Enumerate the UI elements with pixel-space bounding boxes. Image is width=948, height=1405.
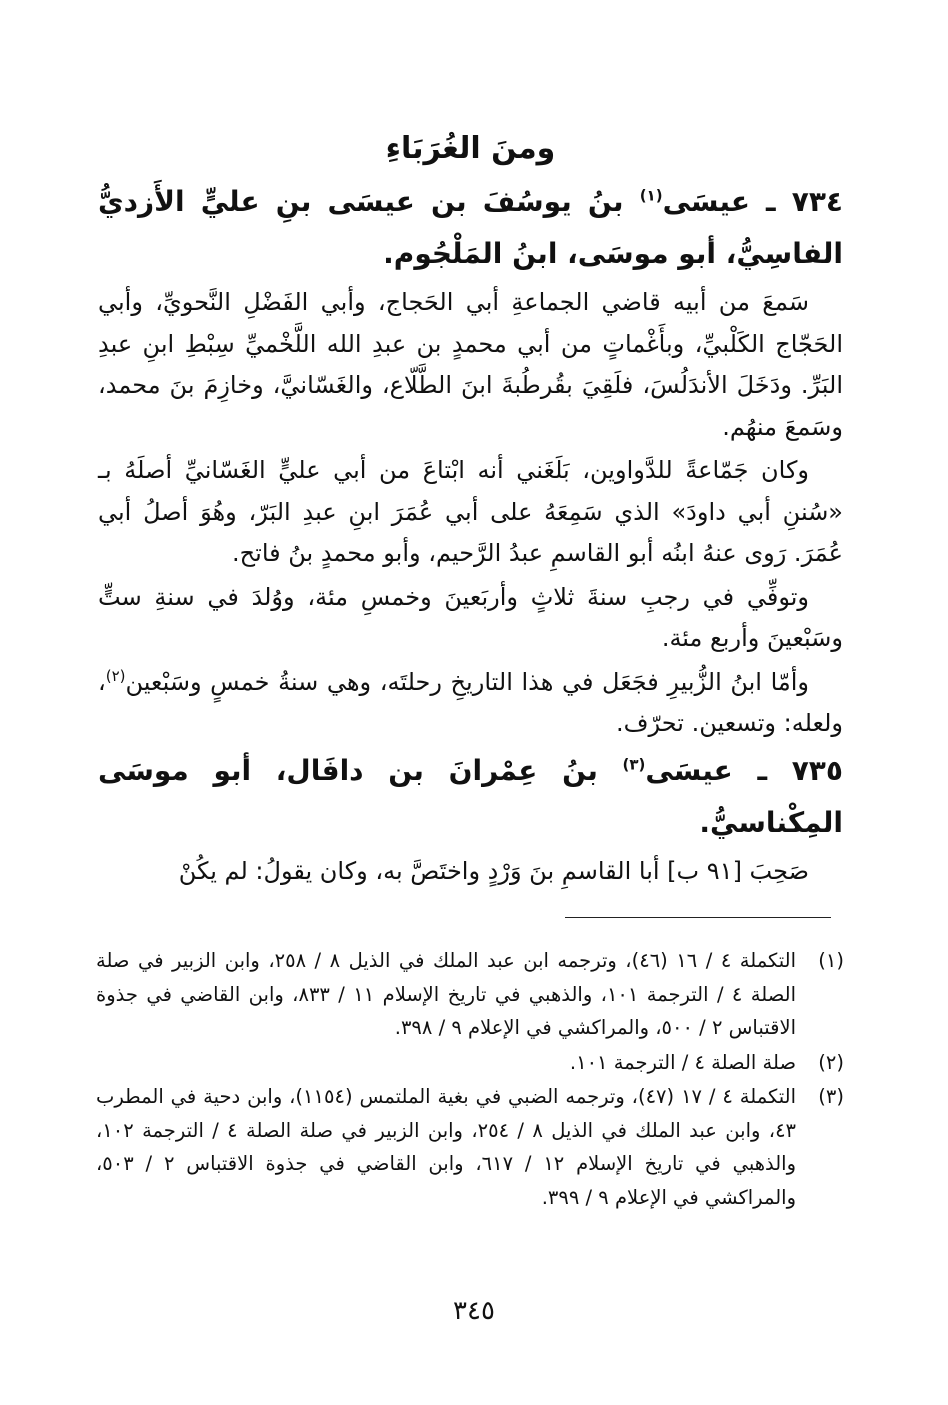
footnote-text: التكملة ٤ / ١٧ (٤٧)، وترجمه الضبي في بغية الملتمس (١١٥٤)، وابن دحية في المطرب ٤٣، وابن عبد الملك في الذيل ٨ / ٢٥٤، وابن الزبير في صلة الصلة ٤ / الترجمة ١٠٢، والذهبي في تاريخ الإسلام ١٢ / ٦١٧، وابن القاضي في جذوة الاقتباس ٢ / ٥٠٣، والمراكشي في الإعلام ٩ / ٣٩٩. bbox=[96, 1085, 797, 1209]
page-number: ٣٤٥ bbox=[453, 1296, 495, 1326]
footnote bbox=[96, 1080, 844, 1214]
footnotes bbox=[96, 944, 844, 1215]
entry-name-prefix: ـ عيسَى bbox=[662, 185, 776, 218]
entry-title-735 bbox=[98, 745, 843, 849]
section-heading: ومنَ الغُرَبَاءِ bbox=[385, 131, 556, 166]
footnote bbox=[96, 1046, 844, 1080]
paragraph: وتوفِّي في رجبِ سنةَ ثلاثٍ وأربَعينَ وخمسِ مئة، ووُلدَ في سنةِ ستٍّ وسَبْعينَ وأربع مئة. bbox=[98, 582, 843, 652]
paragraph-text: ، ولعله: وتسعين. تحرّف. bbox=[98, 667, 843, 737]
footnote-ref: (٣) bbox=[622, 755, 646, 774]
footnote-ref: (٢) bbox=[105, 666, 126, 685]
footnote bbox=[96, 944, 844, 1045]
footnote-ref: (١) bbox=[639, 186, 663, 205]
entry-number: ٧٣٥ bbox=[791, 753, 843, 787]
paragraph: وكان جَمّاعةً للدَّواوين، بَلَغَني أنه ابْتاعَ من أبي عليٍّ الغَسّانيِّ أصلَهُ بـ «سُننِ أبي داودَ» الذي سَمِعَهُ على أبي عُمَرَ ابنِ عبدِ البَرّ، وهُوَ أصلُ أبي عُمَرَ. رَوى عنهُ ابنُه أبو القاسمِ عبدُ الرَّحيم، وأبو محمدٍ بنُ فاتح. bbox=[98, 456, 843, 567]
entry-number: ٧٣٤ bbox=[791, 185, 844, 218]
paragraph-zubair bbox=[98, 662, 843, 745]
entry-name-prefix: ـ عيسَى bbox=[645, 753, 768, 787]
main-text bbox=[98, 128, 843, 892]
entry-title-734 bbox=[98, 176, 843, 280]
footnote-number: (١) bbox=[818, 949, 844, 972]
footnote-number: (٢) bbox=[818, 1050, 844, 1074]
footnote-text: التكملة ٤ / ١٦ (٤٦)، وترجمه ابن عبد الملك في الذيل ٨ / ٢٥٨، وابن الزبير في صلة الصلة ٤ / الترجمة ١٠١، والذهبي في تاريخ الإسلام ١١ / ٨٣٣، وابن القاضي في جذوة الاقتباس ٢ / ٥٠٠، والمراكشي في الإعلام ٩ / ٣٩٨. bbox=[96, 949, 796, 1039]
paragraph-text: وأمّا ابنُ الزُّبيرِ فجَعَل في هذا التاريخِ رحلتَه، وهي سنةُ خمسٍ وسَبْعين bbox=[125, 667, 809, 696]
footnote-divider bbox=[565, 917, 831, 918]
footnote-number: (٣) bbox=[818, 1085, 844, 1108]
paragraph: صَحِبَ [٩١ ب] أبا القاسمِ بنَ وَرْدٍ واختَصَّ به، وكان يقولُ: لم يكُنْ bbox=[178, 856, 809, 885]
paragraph: سَمعَ من أبيه قاضي الجماعةِ أبي الحَجاج، وأبي الفَضْلِ النَّحويِّ، وأبي الحَجّاج الكَلْبيِّ، وبأَغْماتٍ من أبي محمدٍ بن عبدِ الله اللَّخْميِّ سِبْطِ ابنِ عبدِ البَرِّ. ودَخَلَ الأندَلُسَ، فلَقِيَ بقُرطُبةَ ابنَ الطَّلّاع، والغَسّانيَّ، وخازِمَ بنَ محمد، وسَمعَ منهُم. bbox=[98, 288, 843, 441]
entry-name-rest: بنُ يوسُفَ بن عيسَى بنِ عليٍّ الأَزديُّ الفاسِيُّ، أبو موسَى، ابنُ المَلْجُوم. bbox=[98, 185, 843, 270]
entry-name-rest: بنُ عِمْرانَ بن دافَال، أبو موسَى المِكْناسيُّ. bbox=[98, 753, 843, 839]
footnote-text: صلة الصلة ٤ / الترجمة ١٠١. bbox=[569, 1050, 796, 1074]
